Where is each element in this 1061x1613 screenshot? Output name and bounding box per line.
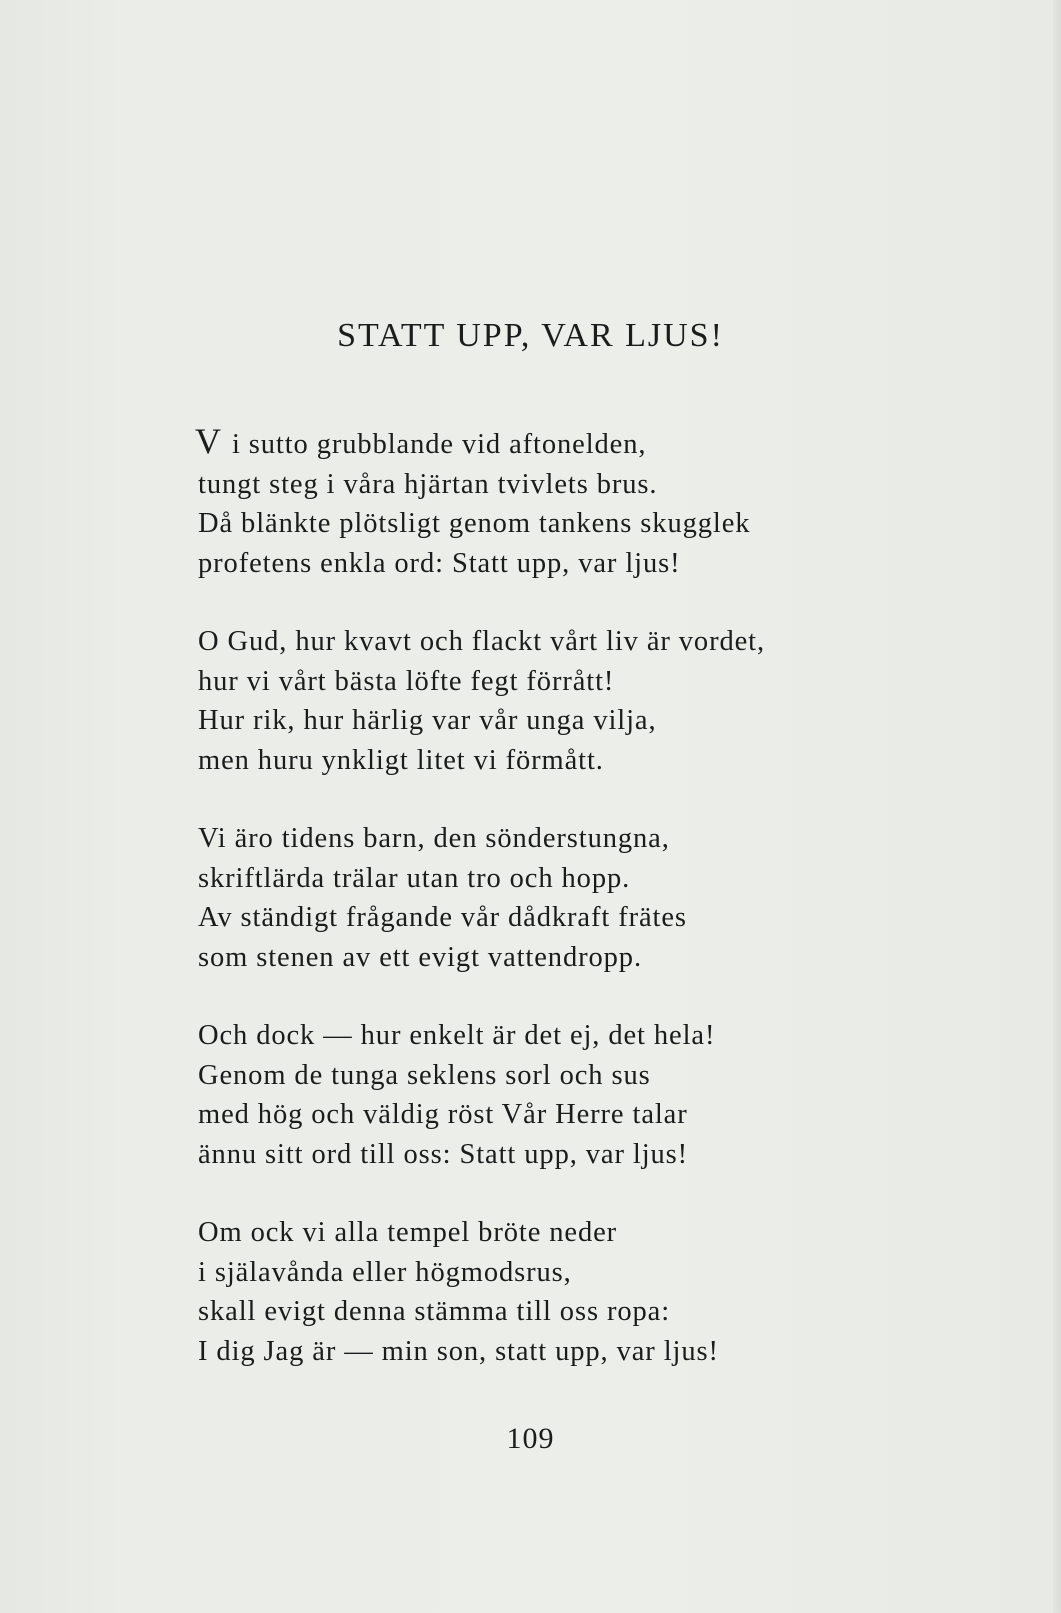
poem-title: STATT UPP, VAR LJUS! xyxy=(337,317,724,354)
poem-line: Då blänkte plötsligt genom tankens skugglek xyxy=(198,508,751,539)
initial-letter: V xyxy=(195,421,222,461)
poem-line: I dig Jag är — min son, statt upp, var ljus! xyxy=(198,1335,719,1367)
first-line-text: i sutto grubblande vid aftonelden, xyxy=(231,429,647,460)
poem-line: Om ock vi alla tempel bröte neder xyxy=(198,1217,618,1248)
poem-line: Hur rik, hur härlig var vår unga vilja, xyxy=(198,705,657,736)
poem-line: som stenen av ett evigt vattendropp. xyxy=(198,941,642,973)
stanza-1 xyxy=(195,421,1018,583)
poem-line: skriftlärda trälar utan tro och hopp. xyxy=(198,862,631,894)
poem-line: Genom de tunga seklens sorl och sus xyxy=(198,1059,651,1091)
poem-line: Och dock — hur enkelt är det ej, det hela! xyxy=(198,1020,716,1051)
poem-line: tungt steg i våra hjärtan tvivlets brus. xyxy=(198,468,658,500)
page-edge xyxy=(1053,0,1061,1613)
stanza-4 xyxy=(198,1016,1018,1174)
poem-line: Vi äro tidens barn, den sönderstungna, xyxy=(198,823,670,854)
poem-line: men huru ynkligt litet vi förmått. xyxy=(198,744,604,776)
poem-line xyxy=(195,421,1018,465)
poem-line: profetens enkla ord: Statt upp, var ljus! xyxy=(198,547,681,579)
poem-body xyxy=(195,421,1018,1410)
poem-line: Av ständigt frågande vår dådkraft frätes xyxy=(198,902,687,933)
stanza-3 xyxy=(198,819,1018,977)
stanza-2 xyxy=(198,622,1018,780)
stanza-5 xyxy=(198,1213,1018,1371)
poem-line: hur vi vårt bästa löfte fegt förrått! xyxy=(198,665,615,697)
poem-line: ännu sitt ord till oss: Statt upp, var ljus! xyxy=(198,1138,689,1170)
poem-line: med hög och väldig röst Vår Herre talar xyxy=(198,1099,688,1130)
poem-line: i själavånda eller högmodsrus, xyxy=(198,1256,572,1288)
poem-line: skall evigt denna stämma till oss ropa: xyxy=(198,1296,671,1327)
page-number: 109 xyxy=(506,1422,555,1455)
poem-line: O Gud, hur kvavt och flackt vårt liv är vordet, xyxy=(198,626,766,657)
